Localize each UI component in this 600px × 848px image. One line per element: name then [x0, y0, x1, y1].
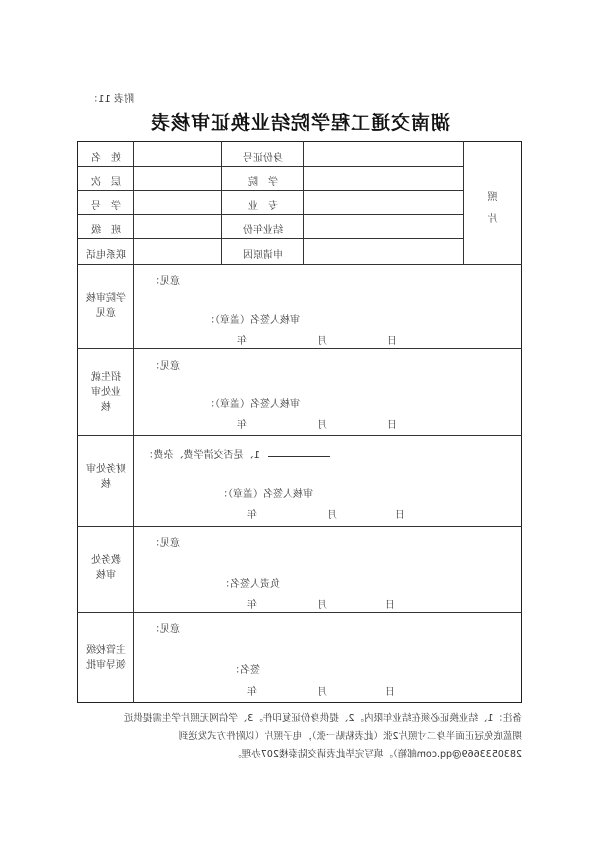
admission-date-month: 月	[317, 420, 327, 431]
academic-date-day: 日	[385, 600, 395, 611]
major-input[interactable]	[305, 197, 463, 211]
leader-signer-label: 签名：	[230, 665, 260, 676]
divider	[77, 526, 522, 527]
reason-label: 申请原因	[243, 250, 283, 261]
college-date-year: 年	[237, 336, 247, 347]
admission-signer-label: 审核人签名（盖章）：	[205, 399, 300, 410]
level-field[interactable]	[134, 173, 222, 187]
college-date-day: 日	[387, 336, 397, 347]
finance-date-day: 日	[395, 510, 405, 521]
college-date-month: 月	[317, 336, 327, 347]
college-review-label	[78, 291, 134, 321]
photo-label-2: 片	[487, 214, 498, 225]
notes-line-2: 期蓝底免冠正面半身二寸照片2张（此表粘贴一张），电子照片（以附件方式发送到	[178, 731, 522, 742]
admission-date-year: 年	[237, 420, 247, 431]
academic-opinion-label: 意见：	[150, 538, 180, 549]
admission-opinion-label: 意见：	[150, 361, 180, 372]
photo-label-1: 照	[487, 192, 498, 203]
label-line: 招生就	[91, 372, 121, 383]
college-input[interactable]	[305, 173, 463, 187]
label-line: 核	[101, 402, 111, 413]
id-number-label: 身份证号	[243, 153, 283, 164]
divider	[78, 166, 464, 167]
student-id-field[interactable]	[134, 197, 222, 211]
admission-review-label	[78, 370, 134, 415]
level-label: 层 次	[91, 177, 121, 188]
college-signer-label: 审核人签名（盖章）：	[205, 315, 300, 326]
label-line: 学院审核	[86, 293, 126, 304]
divider	[77, 435, 522, 436]
academic-signer-label: 负责人签名：	[220, 579, 280, 590]
divider	[77, 264, 522, 265]
college-opinion-label: 意见：	[150, 276, 180, 287]
divider	[78, 214, 464, 215]
divider	[78, 190, 464, 191]
label-line: 领导审批	[86, 660, 126, 671]
attachment-number: 附表 11：	[88, 94, 134, 105]
leader-date-day: 日	[385, 687, 395, 698]
label-line: 业处审	[91, 387, 121, 398]
label-line: 财务处审	[86, 464, 126, 475]
fee-answer-line[interactable]	[268, 456, 330, 457]
finance-review-label	[78, 462, 134, 492]
leader-opinion-label: 意见：	[150, 624, 180, 635]
academic-opinion-input[interactable]	[136, 550, 520, 572]
photo-area[interactable]	[464, 142, 521, 264]
class-label: 班 级	[91, 225, 121, 236]
finance-fee-question: 1、是否交清学费、杂费：	[143, 450, 260, 461]
notes-line-3: 2830533669@qq.com邮箱）。填写完毕此表请交陆泰楼207办理。	[232, 749, 522, 760]
label-line: 审核	[96, 570, 116, 581]
notes-line-1: 备注：1、结业换证必须在结业年限内。2、提供身份证复印件。3、学信网无照片学生需提供近	[123, 713, 522, 724]
reason-input[interactable]	[305, 246, 463, 260]
college-label: 学 院	[248, 177, 278, 188]
phone-label: 联系电话	[86, 250, 126, 261]
student-id-label: 学 号	[91, 201, 121, 212]
leader-opinion-input[interactable]	[136, 636, 520, 658]
graduation-year-label: 结业年份	[243, 225, 283, 236]
admission-opinion-input[interactable]	[136, 372, 520, 392]
academic-date-month: 月	[317, 600, 327, 611]
id-number-input[interactable]	[305, 149, 463, 163]
graduation-year-input[interactable]	[305, 221, 463, 235]
phone-field[interactable]	[134, 246, 222, 260]
leader-approval-label	[78, 643, 134, 673]
leader-date-month: 月	[317, 687, 327, 698]
leader-date-year: 年	[247, 687, 257, 698]
academic-review-label	[78, 553, 134, 583]
name-label: 姓 名	[91, 153, 121, 164]
divider	[77, 348, 522, 349]
finance-date-year: 年	[247, 510, 257, 521]
finance-date-month: 月	[327, 510, 337, 521]
label-line: 意见	[96, 308, 116, 319]
major-label: 专 业	[248, 201, 278, 212]
label-line: 主管校级	[86, 645, 126, 656]
form-title: 湖南交通工程学院结业换证审核表	[150, 112, 451, 134]
finance-signer-label: 审核人签名（盖章）：	[218, 489, 313, 500]
class-field[interactable]	[134, 221, 222, 235]
academic-date-year: 年	[247, 600, 257, 611]
label-line: 核	[101, 479, 111, 490]
admission-date-day: 日	[387, 420, 397, 431]
label-line: 教务处	[91, 555, 121, 566]
college-opinion-input[interactable]	[136, 288, 520, 318]
divider	[78, 238, 464, 239]
divider	[77, 612, 522, 613]
